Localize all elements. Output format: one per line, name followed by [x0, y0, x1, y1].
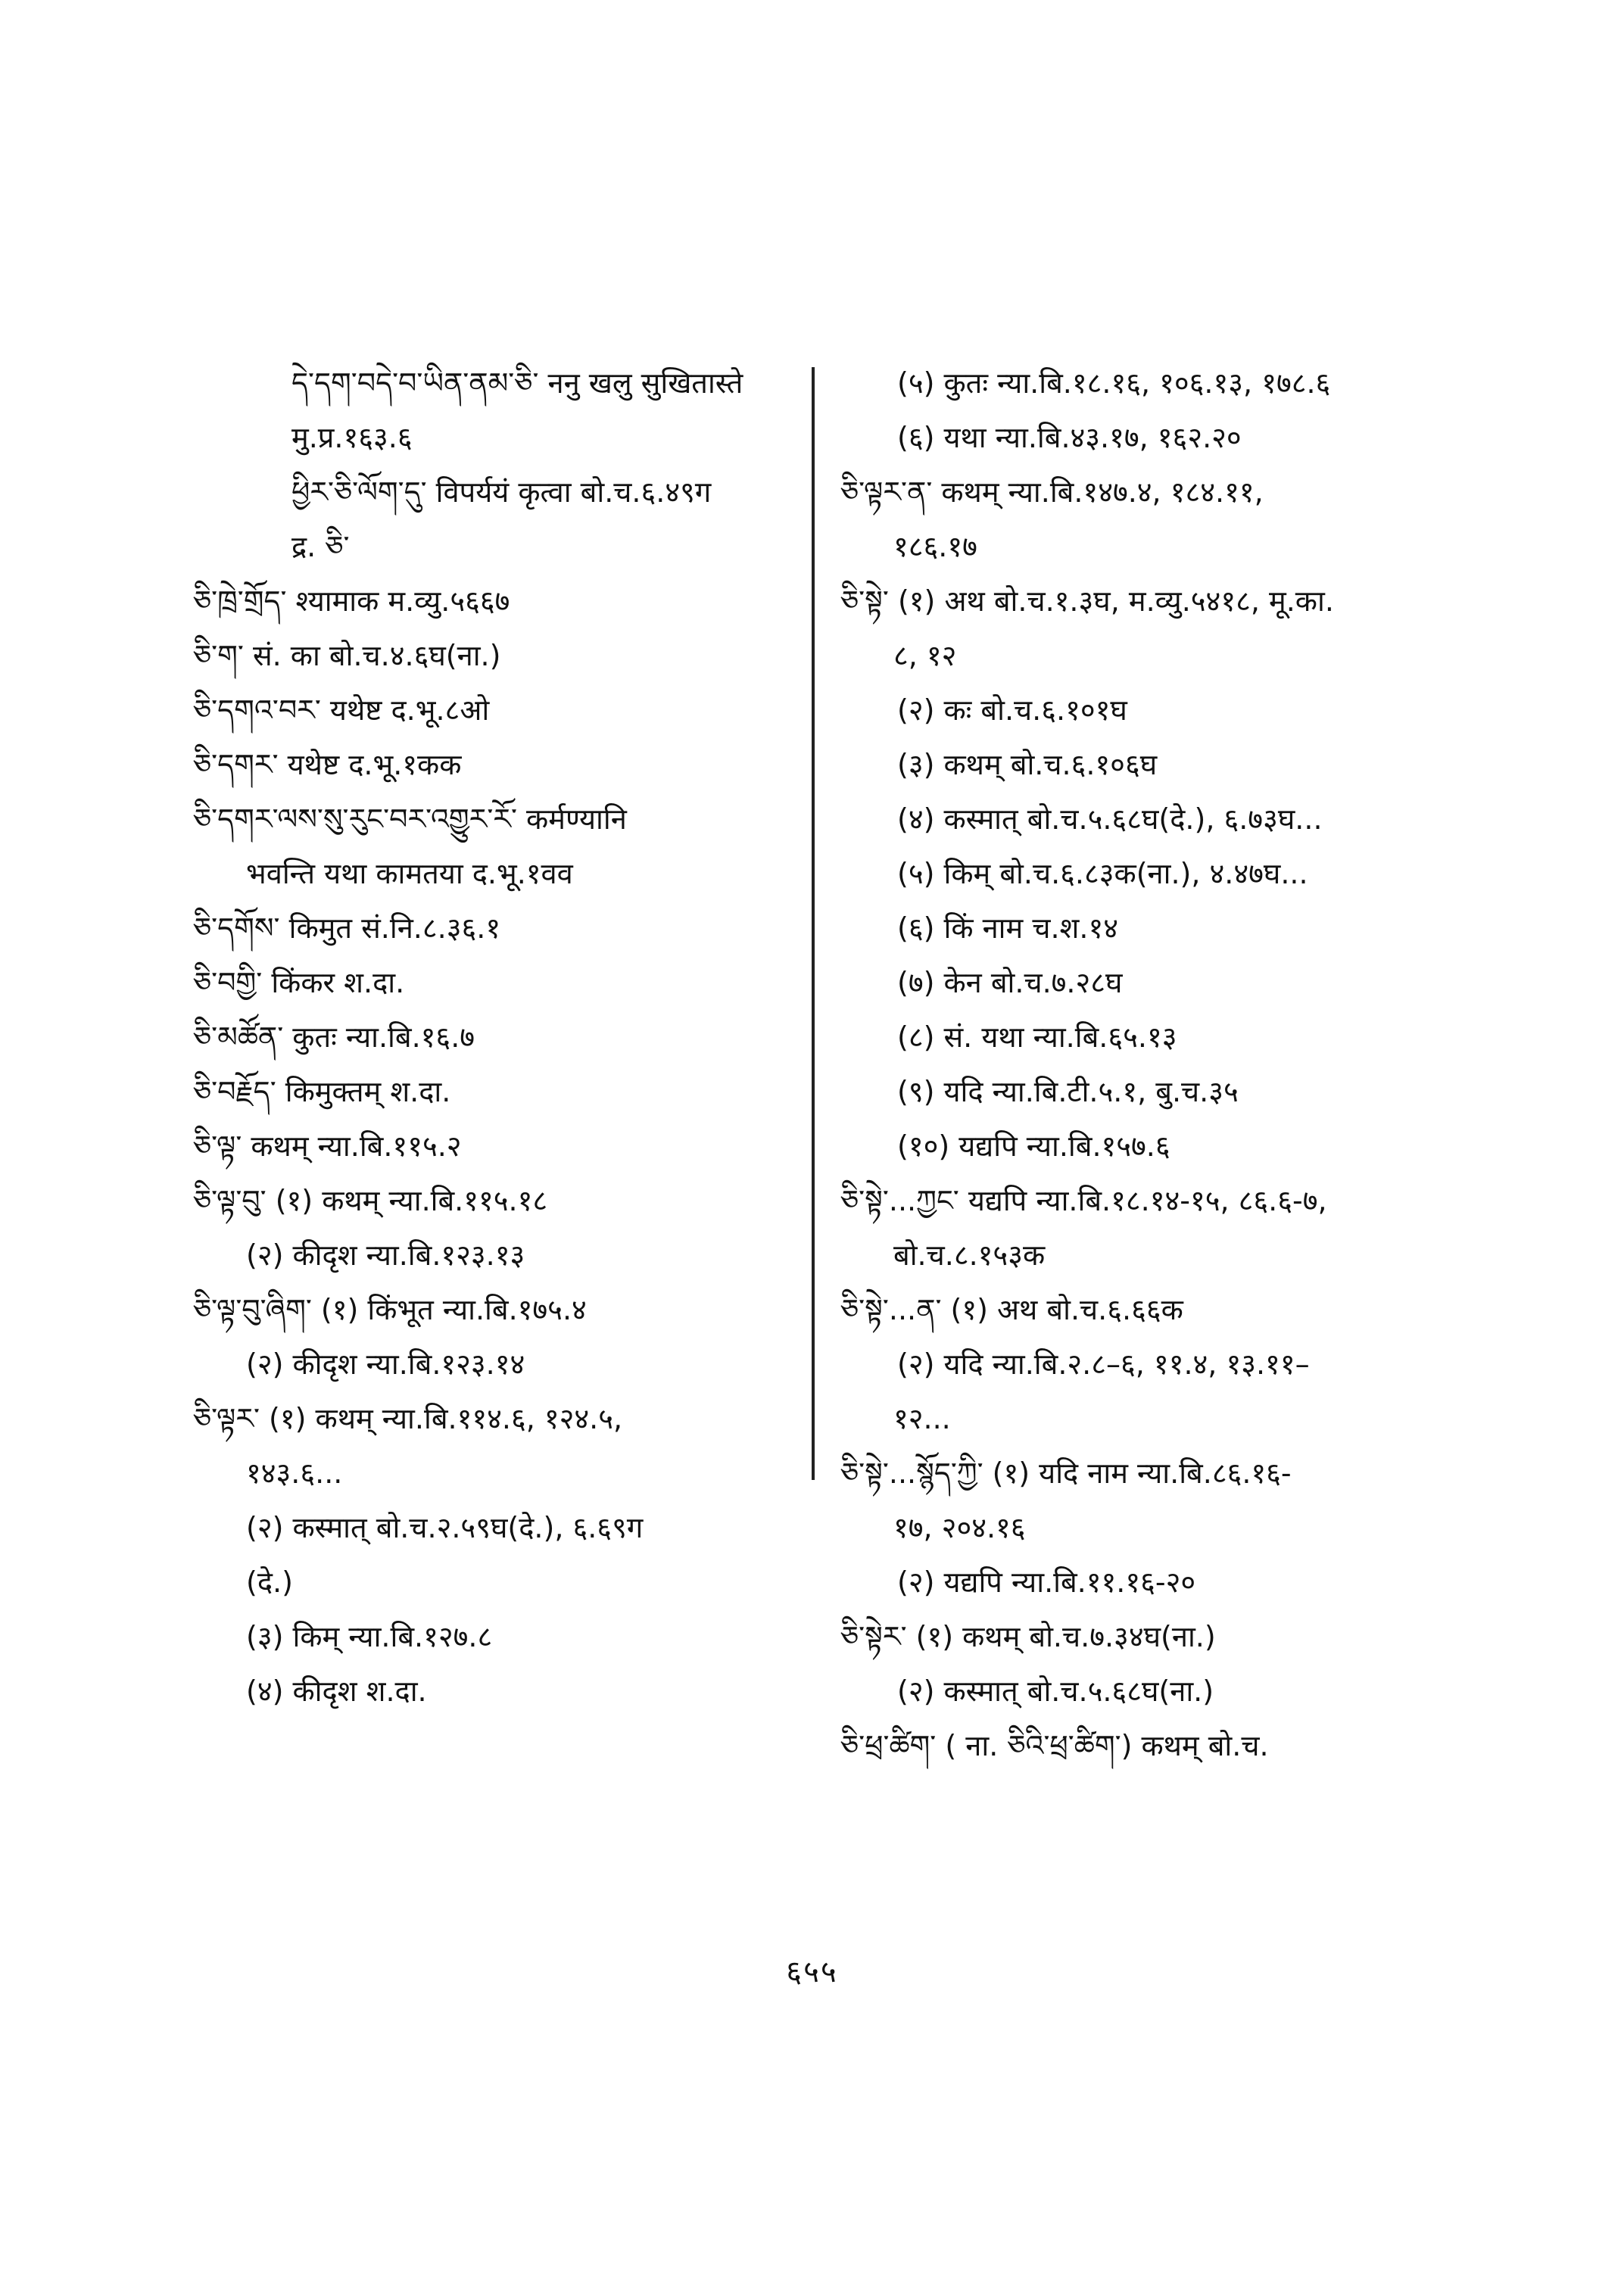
- dictionary-line: (७) केन बो.च.७.२८घ: [897, 966, 1123, 999]
- dictionary-line: ཅི་ལྟར་ན་ कथम् न्या.बि.१४७.४, १८४.११,: [840, 475, 1264, 509]
- dictionary-line: (२) कीदृश न्या.बि.१२३.१३: [246, 1238, 525, 1272]
- dictionary-line: ཅི་སྟེ་...ཀྱང་ यद्यपि न्या.बि.१८.१४-१५, ८६.६-७,: [840, 1184, 1327, 1217]
- dictionary-line: ཅི་ལྟར་ (१) कथम् न्या.बि.११४.६, १२४.५,: [193, 1402, 623, 1435]
- dictionary-line: द्र. ཅི་: [291, 530, 350, 563]
- dictionary-line: ཅི་ག་ सं. का बो.च.४.६घ(ना.): [193, 639, 501, 672]
- dictionary-line: (४) कस्मात् बो.च.५.६८घ(दे.), ६.७३घ...: [897, 802, 1323, 836]
- dictionary-line: ८, १२: [893, 639, 957, 672]
- dictionary-line: (१०) यद्यपि न्या.बि.१५७.६: [897, 1129, 1170, 1163]
- dictionary-line: དེ་དག་བདེ་བ་ཡིན་ནམ་ཅི་ ननु खलु सुखितास्ते: [291, 366, 743, 400]
- dictionary-line: ཅི་སྟེར་ (१) कथम् बो.च.७.३४घ(ना.): [840, 1620, 1216, 1653]
- dictionary-line: (३) कथम् बो.च.६.१०६घ: [897, 748, 1158, 781]
- dictionary-line: ཅི་ལྟ་བུ་ཞིག་ (१) किंभूत न्या.बि.१७५.४: [193, 1293, 587, 1326]
- dictionary-line: (८) सं. यथा न्या.बि.६५.१३: [897, 1020, 1177, 1054]
- dictionary-line: ཅི་སྟེ་...སྙོད་ཀྱི་ (१) यदि नाम न्या.बि.८६.१६-: [840, 1456, 1292, 1490]
- dictionary-line: ཅི་ཕྲ་ཚིག་ ( ना. ཅིའི་ཕྲ་ཚིག་) कथम् बो.च.: [840, 1729, 1269, 1762]
- dictionary-line: ཅི་དགོས་ किमुत सं.नि.८.३६.१: [193, 911, 501, 945]
- dictionary-line: ཅི་དགར་ལས་སུ་རུང་བར་འགྱུར་རོ་ कर्मण्यानि: [193, 802, 627, 836]
- dictionary-line: (२) कः बो.च.६.१०१घ: [897, 693, 1127, 727]
- dictionary-line: (४) कीदृश श.दा.: [246, 1675, 427, 1708]
- dictionary-line: (२) यद्यपि न्या.बि.११.१६-२०: [897, 1566, 1196, 1599]
- right-column: [840, 356, 1461, 1773]
- dictionary-line: १७, २०४.१६: [893, 1511, 1026, 1544]
- dictionary-line: १४३.६...: [246, 1456, 343, 1490]
- dictionary-line: ཅི་དགར་ यथेष्ट द.भू.१कक: [193, 748, 462, 781]
- dictionary-line: भवन्ति यथा कामतया द.भू.१वव: [246, 857, 573, 890]
- dictionary-line: ཅི་ཁྲེ་གྲོད་ श्यामाक म.व्यु.५६६७: [193, 584, 510, 618]
- column-divider: [812, 367, 815, 1480]
- dictionary-line: (२) यदि न्या.बि.२.८–६, ११.४, १३.११–: [897, 1347, 1310, 1381]
- dictionary-line: (३) किम् न्या.बि.१२७.८: [246, 1620, 493, 1653]
- dictionary-line: ཅི་ལྟ་ कथम् न्या.बि.११५.२: [193, 1129, 462, 1163]
- dictionary-line: ཅི་སྟེ་ (१) अथ बो.च.१.३घ, म.व्यु.५४१८, मू.का.: [840, 584, 1334, 618]
- dictionary-line: मु.प्र.१६३.६: [291, 421, 413, 454]
- dictionary-line: ཕྱིར་ཅི་ལོག་དུ་ विपर्ययं कृत्वा बो.च.६.४९ग: [291, 475, 712, 509]
- dictionary-line: ཅི་བགྱི་ किंकर श.दा.: [193, 966, 405, 999]
- dictionary-line: ཅི་དགའ་བར་ यथेष्ट द.भू.८ओ: [193, 693, 490, 727]
- dictionary-line: ཅི་ལྟ་བུ་ (१) कथम् न्या.बि.११५.१८: [193, 1184, 548, 1217]
- dictionary-line: (५) कुतः न्या.बि.१८.१६, १०६.१३, १७८.६: [897, 366, 1331, 400]
- dictionary-line: (६) यथा न्या.बि.४३.१७, १६२.२०: [897, 421, 1242, 454]
- dictionary-line: (५) किम् बो.च.६.८३क(ना.), ४.४७घ...: [897, 857, 1308, 890]
- dictionary-line: १२...: [893, 1402, 951, 1435]
- dictionary-line: ཅི་མཚོན་ कुतः न्या.बि.१६.७: [193, 1020, 475, 1054]
- dictionary-line: (२) कस्मात् बो.च.५.६८घ(ना.): [897, 1675, 1214, 1708]
- dictionary-line: (६) किं नाम च.श.१४: [897, 911, 1118, 945]
- dictionary-line: (दे.): [246, 1566, 293, 1599]
- dictionary-line: ཅི་སྟེ་...ན་ (१) अथ बो.च.६.६६क: [840, 1293, 1183, 1326]
- dictionary-line: (९) यदि न्या.बि.टी.५.१, बु.च.३५: [897, 1075, 1239, 1108]
- dictionary-line: १८६.१७: [893, 530, 977, 563]
- dictionary-line: (२) कस्मात् बो.च.२.५९घ(दे.), ६.६९ग: [246, 1511, 644, 1544]
- left-column: [193, 356, 799, 1718]
- dictionary-line: बो.च.८.१५३क: [893, 1238, 1046, 1272]
- dictionary-line: ཅི་བརྗོད་ किमुक्तम् श.दा.: [193, 1075, 451, 1108]
- dictionary-line: (२) कीदृश न्या.बि.१२३.१४: [246, 1347, 525, 1381]
- page-number: ६५५: [786, 1955, 838, 1989]
